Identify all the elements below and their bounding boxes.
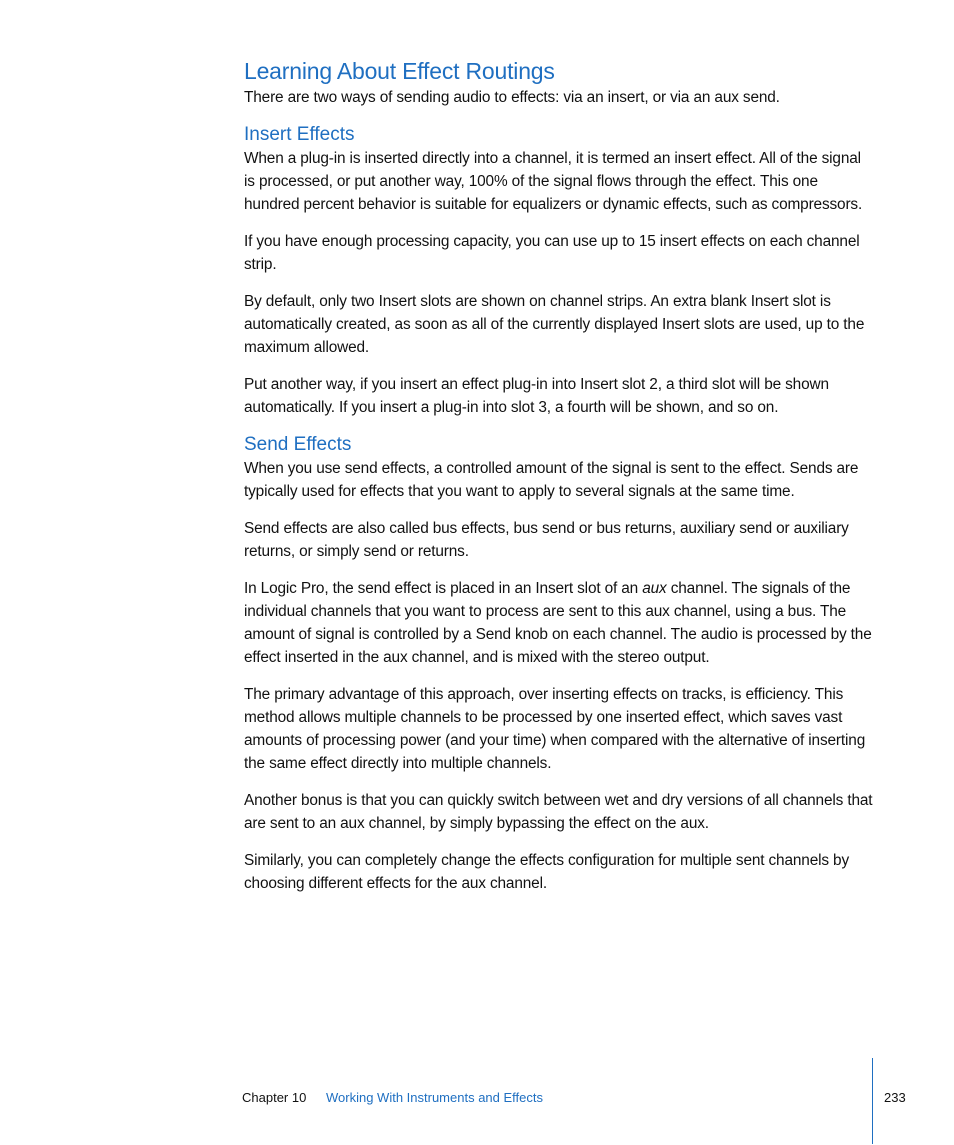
page-content (244, 56, 874, 895)
page-footer (0, 1088, 954, 1118)
send-effects-heading: Send Effects (244, 434, 352, 455)
insert-effects-heading: Insert Effects (244, 124, 355, 145)
intro-paragraph: There are two ways of sending audio to effects: via an insert, or via an aux send. (244, 89, 780, 106)
insert-paragraph-3: By default, only two Insert slots are shown on channel strips. An extra blank Insert slot is automatically created, as soon as all of the currently displayed Insert slots are used, up to the maximum allowed. (244, 293, 865, 356)
aux-paragraph-before: In Logic Pro, the send effect is placed in an Insert slot of an (244, 580, 643, 597)
send-paragraph-1: When you use send effects, a controlled amount of the signal is sent to the effect. Sends are typically used for effects that you want to apply to several signals at the same time. (244, 460, 859, 500)
footer-divider (872, 1058, 873, 1144)
insert-paragraph-4: Put another way, if you insert an effect plug-in into Insert slot 2, a third slot will be shown automatically. If you insert a plug-in into slot 3, a fourth will be shown, and so on. (244, 376, 829, 416)
page-number: 233 (884, 1090, 906, 1105)
insert-paragraph-1: When a plug-in is inserted directly into a channel, it is termed an insert effect. All of the signal is processed, or put another way, 100% of the signal flows through the effect. This one hundred percent behavior is suitable for equalizers or dynamic effects, such as compressors. (244, 150, 863, 213)
insert-paragraph-2: If you have enough processing capacity, you can use up to 15 insert effects on each channel strip. (244, 233, 860, 273)
send-paragraph-similarly: Similarly, you can completely change the effects configuration for multiple sent channels by choosing different effects for the aux channel. (244, 852, 850, 892)
footer-chapter-label: Chapter 10 (242, 1090, 307, 1105)
aux-paragraph-after: channel. The signals of the individual channels that you want to process are sent to this aux channel, using a bus. The amount of signal is controlled by a Send knob on each channel. The audio is processed by the effect inserted in the aux channel, and is mixed with the stereo output. (244, 580, 872, 666)
send-paragraph-bonus: Another bonus is that you can quickly switch between wet and dry versions of all channels that are sent to an aux channel, by simply bypassing the effect on the aux. (244, 792, 873, 832)
footer-chapter-title: Working With Instruments and Effects (326, 1090, 543, 1105)
send-aux-paragraph (244, 577, 874, 669)
send-paragraph-2: Send effects are also called bus effects, bus send or bus returns, auxiliary send or auxiliary returns, or simply send or returns. (244, 520, 849, 560)
send-paragraph-advantage: The primary advantage of this approach, over inserting effects on tracks, is efficiency. This method allows multiple channels to be processed by one inserted effect, which saves vast amounts of processing power (and your time) when compared with the alternative of inserting the same effect directly into multiple channels. (244, 686, 866, 772)
page-title: Learning About Effect Routings (244, 58, 555, 84)
aux-emphasis: aux (642, 580, 667, 597)
